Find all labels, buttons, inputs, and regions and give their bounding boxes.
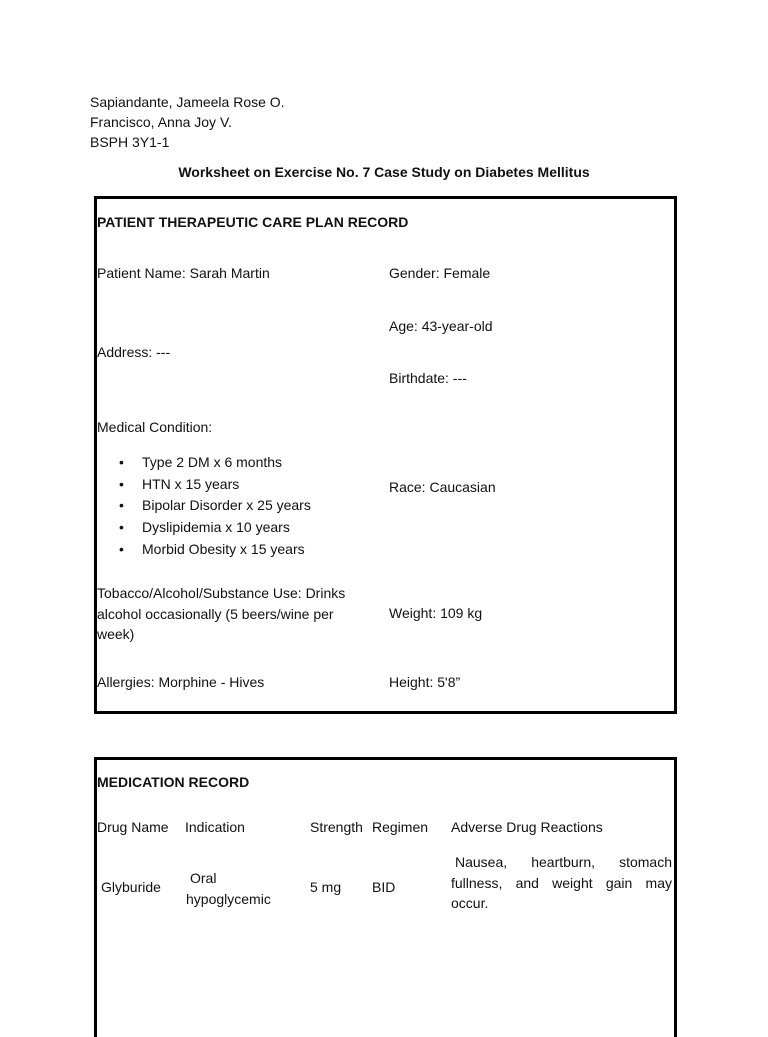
author-name-1: Sapiandante, Jameela Rose O. <box>90 94 285 110</box>
medical-condition-list <box>98 452 311 560</box>
care-plan-heading: PATIENT THERAPEUTIC CARE PLAN RECORD <box>97 214 409 230</box>
patient-allergies: Allergies: Morphine - Hives <box>97 674 265 690</box>
medical-condition-label: Medical Condition: <box>97 419 213 435</box>
patient-race: Race: Caucasian <box>389 479 496 495</box>
section-code: BSPH 3Y1-1 <box>90 134 170 150</box>
column-header-drug-name: Drug Name <box>97 819 169 835</box>
patient-height: Height: 5'8” <box>389 674 461 690</box>
adverse-reactions-cell: Nausea, heartburn, stomach fullness, and weight gain may occur. <box>451 854 672 911</box>
column-header-regimen: Regimen <box>372 819 429 835</box>
column-header-strength: Strength <box>310 819 363 835</box>
column-header-adverse-reactions: Adverse Drug Reactions <box>451 819 603 835</box>
patient-gender: Gender: Female <box>389 265 491 281</box>
patient-age: Age: 43-year-old <box>389 318 493 334</box>
patient-weight: Weight: 109 kg <box>389 605 483 621</box>
condition-item: • Dyslipidemia x 10 years <box>142 517 311 539</box>
patient-birthdate: Birthdate: --- <box>389 370 467 386</box>
indication-cell: Oral hypoglycemic <box>186 870 271 907</box>
condition-item: • Type 2 DM x 6 months <box>142 452 311 474</box>
drug-name-cell: Glyburide <box>101 879 161 895</box>
substance-use: Tobacco/Alcohol/Substance Use: Drinks alcohol occasionally (5 beers/wine per week) <box>97 585 346 642</box>
author-name-2: Francisco, Anna Joy V. <box>90 114 232 130</box>
patient-address: Address: --- <box>97 344 171 360</box>
condition-item: • Bipolar Disorder x 25 years <box>142 495 311 517</box>
worksheet-title: Worksheet on Exercise No. 7 Case Study on Diabetes Mellitus <box>178 164 590 180</box>
condition-item: • HTN x 15 years <box>142 474 311 496</box>
column-header-indication: Indication <box>185 819 245 835</box>
patient-name: Patient Name: Sarah Martin <box>97 265 270 281</box>
condition-item: • Morbid Obesity x 15 years <box>142 539 311 561</box>
strength-cell: 5 mg <box>310 879 342 895</box>
medication-heading: MEDICATION RECORD <box>97 774 250 790</box>
regimen-cell: BID <box>372 879 396 895</box>
